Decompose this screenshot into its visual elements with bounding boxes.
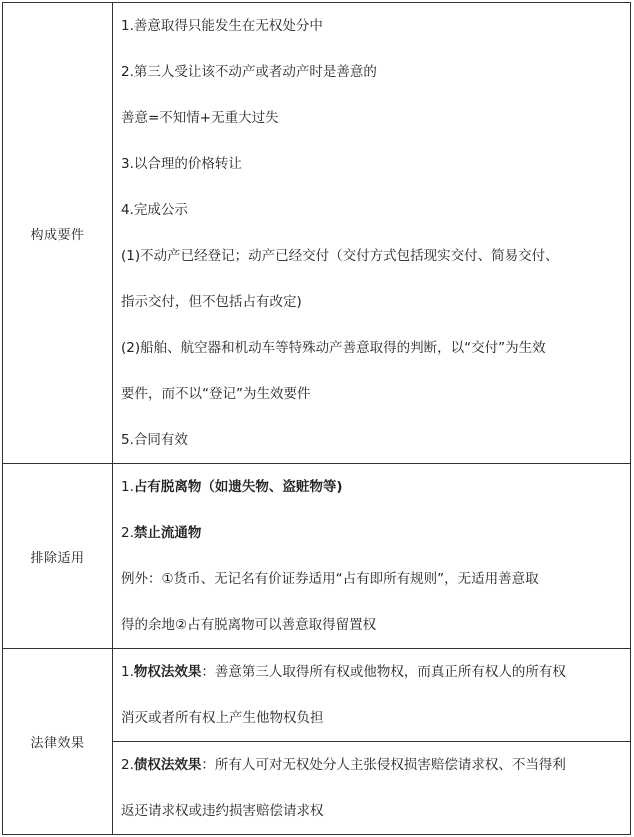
content-line: 例外：①货币、无记名有价证券适用“占有即所有规则”，无适用善意取 xyxy=(121,571,539,587)
content-line: 4.完成公示 xyxy=(121,202,188,218)
content-line: (1)不动产已经登记；动产已经交付（交付方式包括现实交付、简易交付、 xyxy=(121,248,559,264)
item-bold-text: 占有脱离物（如遗失物、盗赃物等) xyxy=(133,479,343,495)
item-prefix: 1. xyxy=(121,664,134,680)
table-row-exclusion xyxy=(3,464,631,649)
content-line: (2)船舶、航空器和机动车等特殊动产善意取得的判断，以“交付”为生效 xyxy=(121,340,546,356)
table-row-composition xyxy=(3,3,631,464)
item-prefix: 2. xyxy=(121,757,134,773)
item-bold-text: 禁止流通物 xyxy=(133,525,202,541)
content-line: 指示交付，但不包括占有改定) xyxy=(121,294,302,310)
row-label-legal-effect: 法律效果 xyxy=(3,649,113,835)
table-row-legal-effect-property xyxy=(3,649,631,742)
item-prefix: 1. xyxy=(121,479,134,495)
item-bold-text: 债权法效果 xyxy=(133,757,202,773)
good-faith-acquisition-table xyxy=(2,2,631,835)
content-line: 得的余地②占有脱离物可以善意取得留置权 xyxy=(121,617,377,633)
exclusion-item-2 xyxy=(121,510,624,556)
item-text: ：善意第三人取得所有权或他物权，而真正所有权人的所有权 xyxy=(201,664,566,680)
property-effect-line-1 xyxy=(121,649,624,695)
obligation-effect-line-1 xyxy=(121,742,624,788)
content-line: 1.善意取得只能发生在无权处分中 xyxy=(121,18,323,34)
row-content-composition xyxy=(113,3,631,464)
item-bold-text: 物权法效果 xyxy=(133,664,202,680)
content-line: 2.第三人受让该不动产或者动产时是善意的 xyxy=(121,64,377,80)
row-content-obligation-effect xyxy=(113,742,631,835)
row-content-property-effect xyxy=(113,649,631,742)
exclusion-item-1 xyxy=(121,464,624,510)
item-prefix: 2. xyxy=(121,525,134,541)
item-text: ：所有人可对无权处分人主张侵权损害赔偿请求权、不当得利 xyxy=(201,757,566,773)
content-line: 要件，而不以“登记”为生效要件 xyxy=(121,386,311,402)
content-line: 5.合同有效 xyxy=(121,432,188,448)
content-line: 消灭或者所有权上产生他物权负担 xyxy=(121,710,324,726)
content-line: 返还请求权或违约损害赔偿请求权 xyxy=(121,803,324,819)
content-line: 3.以合理的价格转让 xyxy=(121,156,242,172)
content-line: 善意=不知情+无重大过失 xyxy=(121,110,279,126)
row-label-composition: 构成要件 xyxy=(3,3,113,464)
row-content-exclusion xyxy=(113,464,631,649)
row-label-exclusion: 排除适用 xyxy=(3,464,113,649)
